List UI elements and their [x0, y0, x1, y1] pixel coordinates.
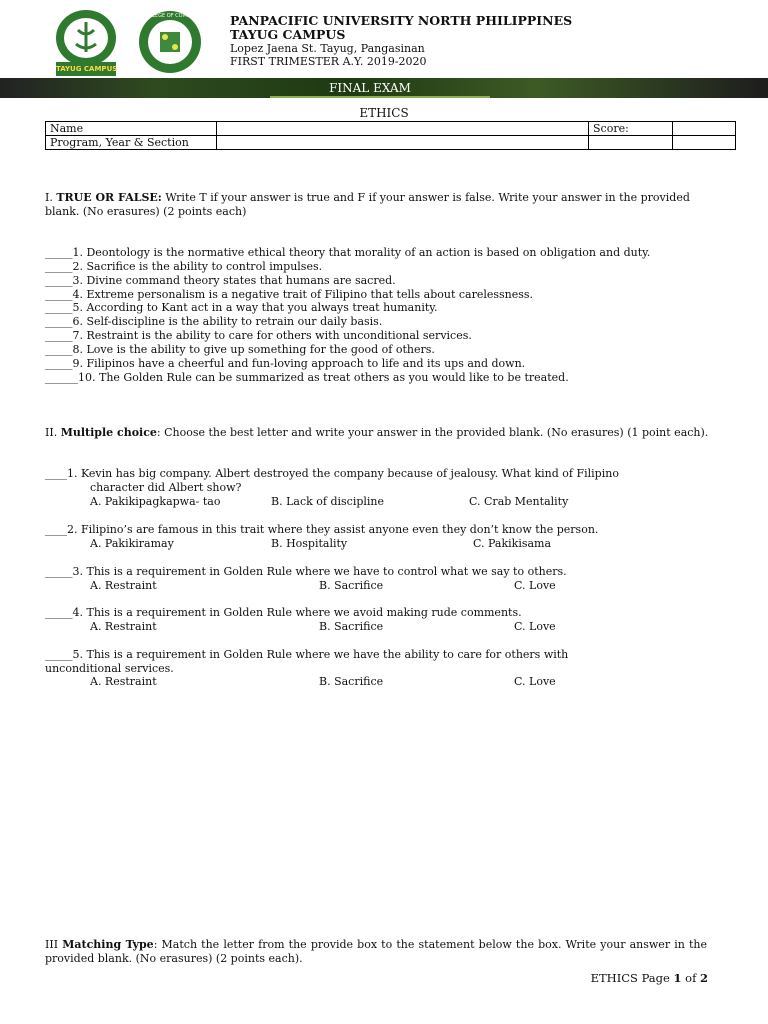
- program-label: Program, Year & Section: [46, 136, 217, 150]
- mc-option-c: C. Love: [514, 675, 556, 688]
- part3-instructions: [45, 938, 707, 966]
- mc-question-3: _____3. This is a requirement in Golden Rule where we have to control what we say to others.: [45, 565, 567, 578]
- score-cell-lower: [589, 136, 673, 150]
- mc-option-a: A. Restraint: [90, 620, 157, 633]
- part1-instructions: [45, 191, 725, 219]
- mc-question-5: _____5. This is a requirement in Golden Rule where we have the ability to care for others with: [45, 648, 569, 661]
- college-logo: [138, 10, 227, 74]
- mc-option-a: A. Pakikipagkapwa- tao: [90, 495, 221, 508]
- mc-option-b: B. Sacrifice: [319, 579, 384, 592]
- part1-instruction-text: Write T if your answer is true and F if your answer is false. Write your answer in the provided blank. (No erasures) (2 points each): [45, 191, 690, 218]
- footer-page-total: 2: [699, 971, 708, 985]
- score-label: Score:: [589, 122, 673, 136]
- mc-question-1-cont: character did Albert show?: [90, 481, 242, 494]
- subject-title: ETHICS: [359, 106, 409, 120]
- mc-question-1: ____1. Kevin has big company. Albert destroyed the company because of jealousy. What kind of Filipino: [45, 467, 619, 480]
- tf-item: _____5. According to Kant act in a way that you always treat humanity.: [45, 301, 438, 314]
- tf-item: _____7. Restraint is the ability to care for others with unconditional services.: [45, 329, 472, 342]
- student-info-table: [45, 121, 736, 150]
- footer-page-current: 1: [673, 971, 682, 985]
- part3-heading: Matching Type: [62, 938, 154, 951]
- mc-option-c: C. Crab Mentality: [469, 495, 569, 508]
- mc-option-c: C. Love: [514, 579, 556, 592]
- term: FIRST TRIMESTER A.Y. 2019-2020: [230, 55, 427, 68]
- name-field[interactable]: [217, 122, 589, 136]
- part2-instruction-text: : Choose the best letter and write your answer in the provided blank. (No erasures) (1 point each).: [156, 426, 709, 439]
- name-label: Name: [46, 122, 217, 136]
- program-field[interactable]: [217, 136, 589, 150]
- part3-prefix: III: [45, 938, 63, 951]
- mc-question-2: ____2. Filipino’s are famous in this trait where they assist anyone even they don’t know the person.: [45, 523, 599, 536]
- tf-item: _____9. Filipinos have a cheerful and fun-loving approach to life and its ups and down.: [45, 357, 526, 370]
- score-field[interactable]: [673, 122, 736, 136]
- banner-title: FINAL EXAM: [329, 81, 411, 95]
- university-logo: [42, 8, 130, 80]
- mc-option-b: B. Hospitality: [271, 537, 348, 550]
- part1-heading: TRUE OR FALSE:: [56, 191, 162, 204]
- tf-item: _____3. Divine command theory states that humans are sacred.: [45, 274, 396, 287]
- tf-item: _____4. Extreme personalism is a negative trait of Filipino that tells about carelessness.: [45, 288, 534, 301]
- mc-option-a: A. Restraint: [90, 579, 157, 592]
- tf-item: ______10. The Golden Rule can be summarized as treat others as you would like to be treated.: [45, 371, 569, 384]
- part2-instructions: [45, 426, 708, 440]
- exam-banner: [0, 78, 768, 98]
- part2-heading: Multiple choice: [60, 426, 157, 439]
- mc-option-c: C. Love: [514, 620, 556, 633]
- mc-question-5-cont: unconditional services.: [45, 662, 174, 675]
- footer-of: of: [681, 971, 700, 985]
- logo1-caption: TAYUG CAMPUS: [56, 65, 118, 73]
- campus-name: TAYUG CAMPUS: [230, 27, 346, 42]
- part1-prefix: I.: [45, 191, 57, 204]
- university-name: PANPACIFIC UNIVERSITY NORTH PHILIPPINES: [230, 13, 573, 28]
- part3-instruction-text: : Match the letter from the provide box to the statement below the box. Write your answer in the provided blank. (No erasures) (2 points each).: [45, 938, 707, 965]
- mc-question-4: _____4. This is a requirement in Golden Rule where we avoid making rude comments.: [45, 606, 522, 619]
- tf-item: _____2. Sacrifice is the ability to control impulses.: [45, 260, 323, 273]
- mc-option-a: A. Restraint: [90, 675, 157, 688]
- tf-item: _____8. Love is the ability to give up something for the good of others.: [45, 343, 435, 356]
- mc-option-c: C. Pakikisama: [473, 537, 552, 550]
- banner-accent: [270, 96, 490, 98]
- mc-option-b: B. Sacrifice: [319, 675, 384, 688]
- address: Lopez Jaena St. Tayug, Pangasinan: [230, 42, 425, 55]
- part2-prefix: II.: [45, 426, 61, 439]
- logo2-caption: COLLEGE OF COMPUTER STUDIES: [142, 13, 227, 19]
- page-footer: [591, 971, 708, 985]
- mc-option-b: B. Lack of discipline: [271, 495, 385, 508]
- mc-option-b: B. Sacrifice: [319, 620, 384, 633]
- footer-label: ETHICS Page: [590, 971, 674, 985]
- mc-option-a: A. Pakikiramay: [90, 537, 174, 550]
- tf-item: _____6. Self-discipline is the ability to retrain our daily basis.: [45, 315, 383, 328]
- score-field-lower: [673, 136, 736, 150]
- tf-item: _____1. Deontology is the normative ethical theory that morality of an action is based on obligation and duty.: [45, 246, 651, 259]
